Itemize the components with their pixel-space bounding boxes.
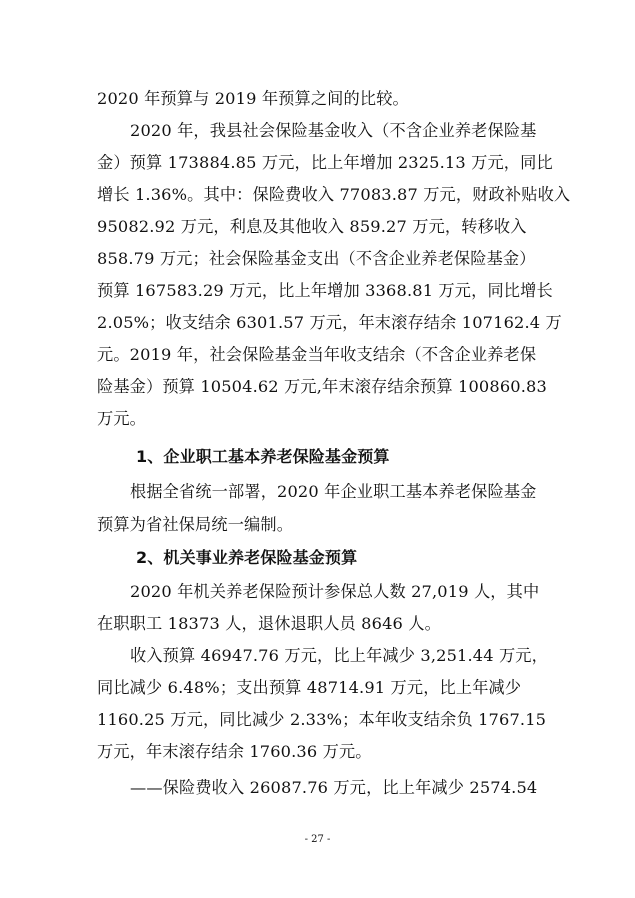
text-line: 在职职工 18373 人，退休退职人员 8646 人。 <box>97 614 441 633</box>
text-line: ——保险费收入 26087.76 万元，比上年减少 2574.54 <box>130 778 538 797</box>
text-line: 险基金）预算 10504.62 万元,年末滚存结余预算 100860.83 <box>97 377 547 396</box>
text-line: 2.05%；收支结余 6301.57 万元，年末滚存结余 107162.4 万 <box>97 313 562 332</box>
text-line: 2020 年机关养老保险预计参保总人数 27,019 人，其中 <box>130 582 540 601</box>
text-line: 同比减少 6.48%；支出预算 48714.91 万元，比上年减少 <box>97 678 522 697</box>
text-line: 增长 1.36%。其中：保险费收入 77083.87 万元，财政补贴收入 <box>97 185 571 204</box>
section-heading: 1、企业职工基本养老保险基金预算 <box>136 447 390 466</box>
text-line: 95082.92 万元，利息及其他收入 859.27 万元，转移收入 <box>97 217 527 236</box>
text-line: 2020 年预算与 2019 年预算之间的比较。 <box>97 89 409 108</box>
text-line: 元。2019 年，社会保险基金当年收支结余（不含企业养老保 <box>97 345 537 364</box>
section-heading: 2、机关事业养老保险基金预算 <box>136 548 358 567</box>
text-line: 万元。 <box>97 409 147 428</box>
text-line: 858.79 万元；社会保险基金支出（不含企业养老保险基金） <box>97 249 536 268</box>
text-line: 收入预算 46947.76 万元，比上年减少 3,251.44 万元， <box>130 646 548 665</box>
page-number: - 27 - <box>304 834 331 845</box>
text-line: 2020 年，我县社会保险基金收入（不含企业养老保险基 <box>130 121 537 140</box>
text-line: 预算为省社保局统一编制。 <box>97 515 294 534</box>
text-line: 根据全省统一部署，2020 年企业职工基本养老保险基金 <box>130 482 537 501</box>
text-line: 预算 167583.29 万元，比上年增加 3368.81 万元，同比增长 <box>97 281 553 300</box>
text-line: 1160.25 万元，同比减少 2.33%；本年收支结余负 1767.15 <box>97 710 547 729</box>
text-line: 万元，年末滚存结余 1760.36 万元。 <box>97 742 372 761</box>
text-line: 金）预算 173884.85 万元，比上年增加 2325.13 万元，同比 <box>97 153 553 172</box>
